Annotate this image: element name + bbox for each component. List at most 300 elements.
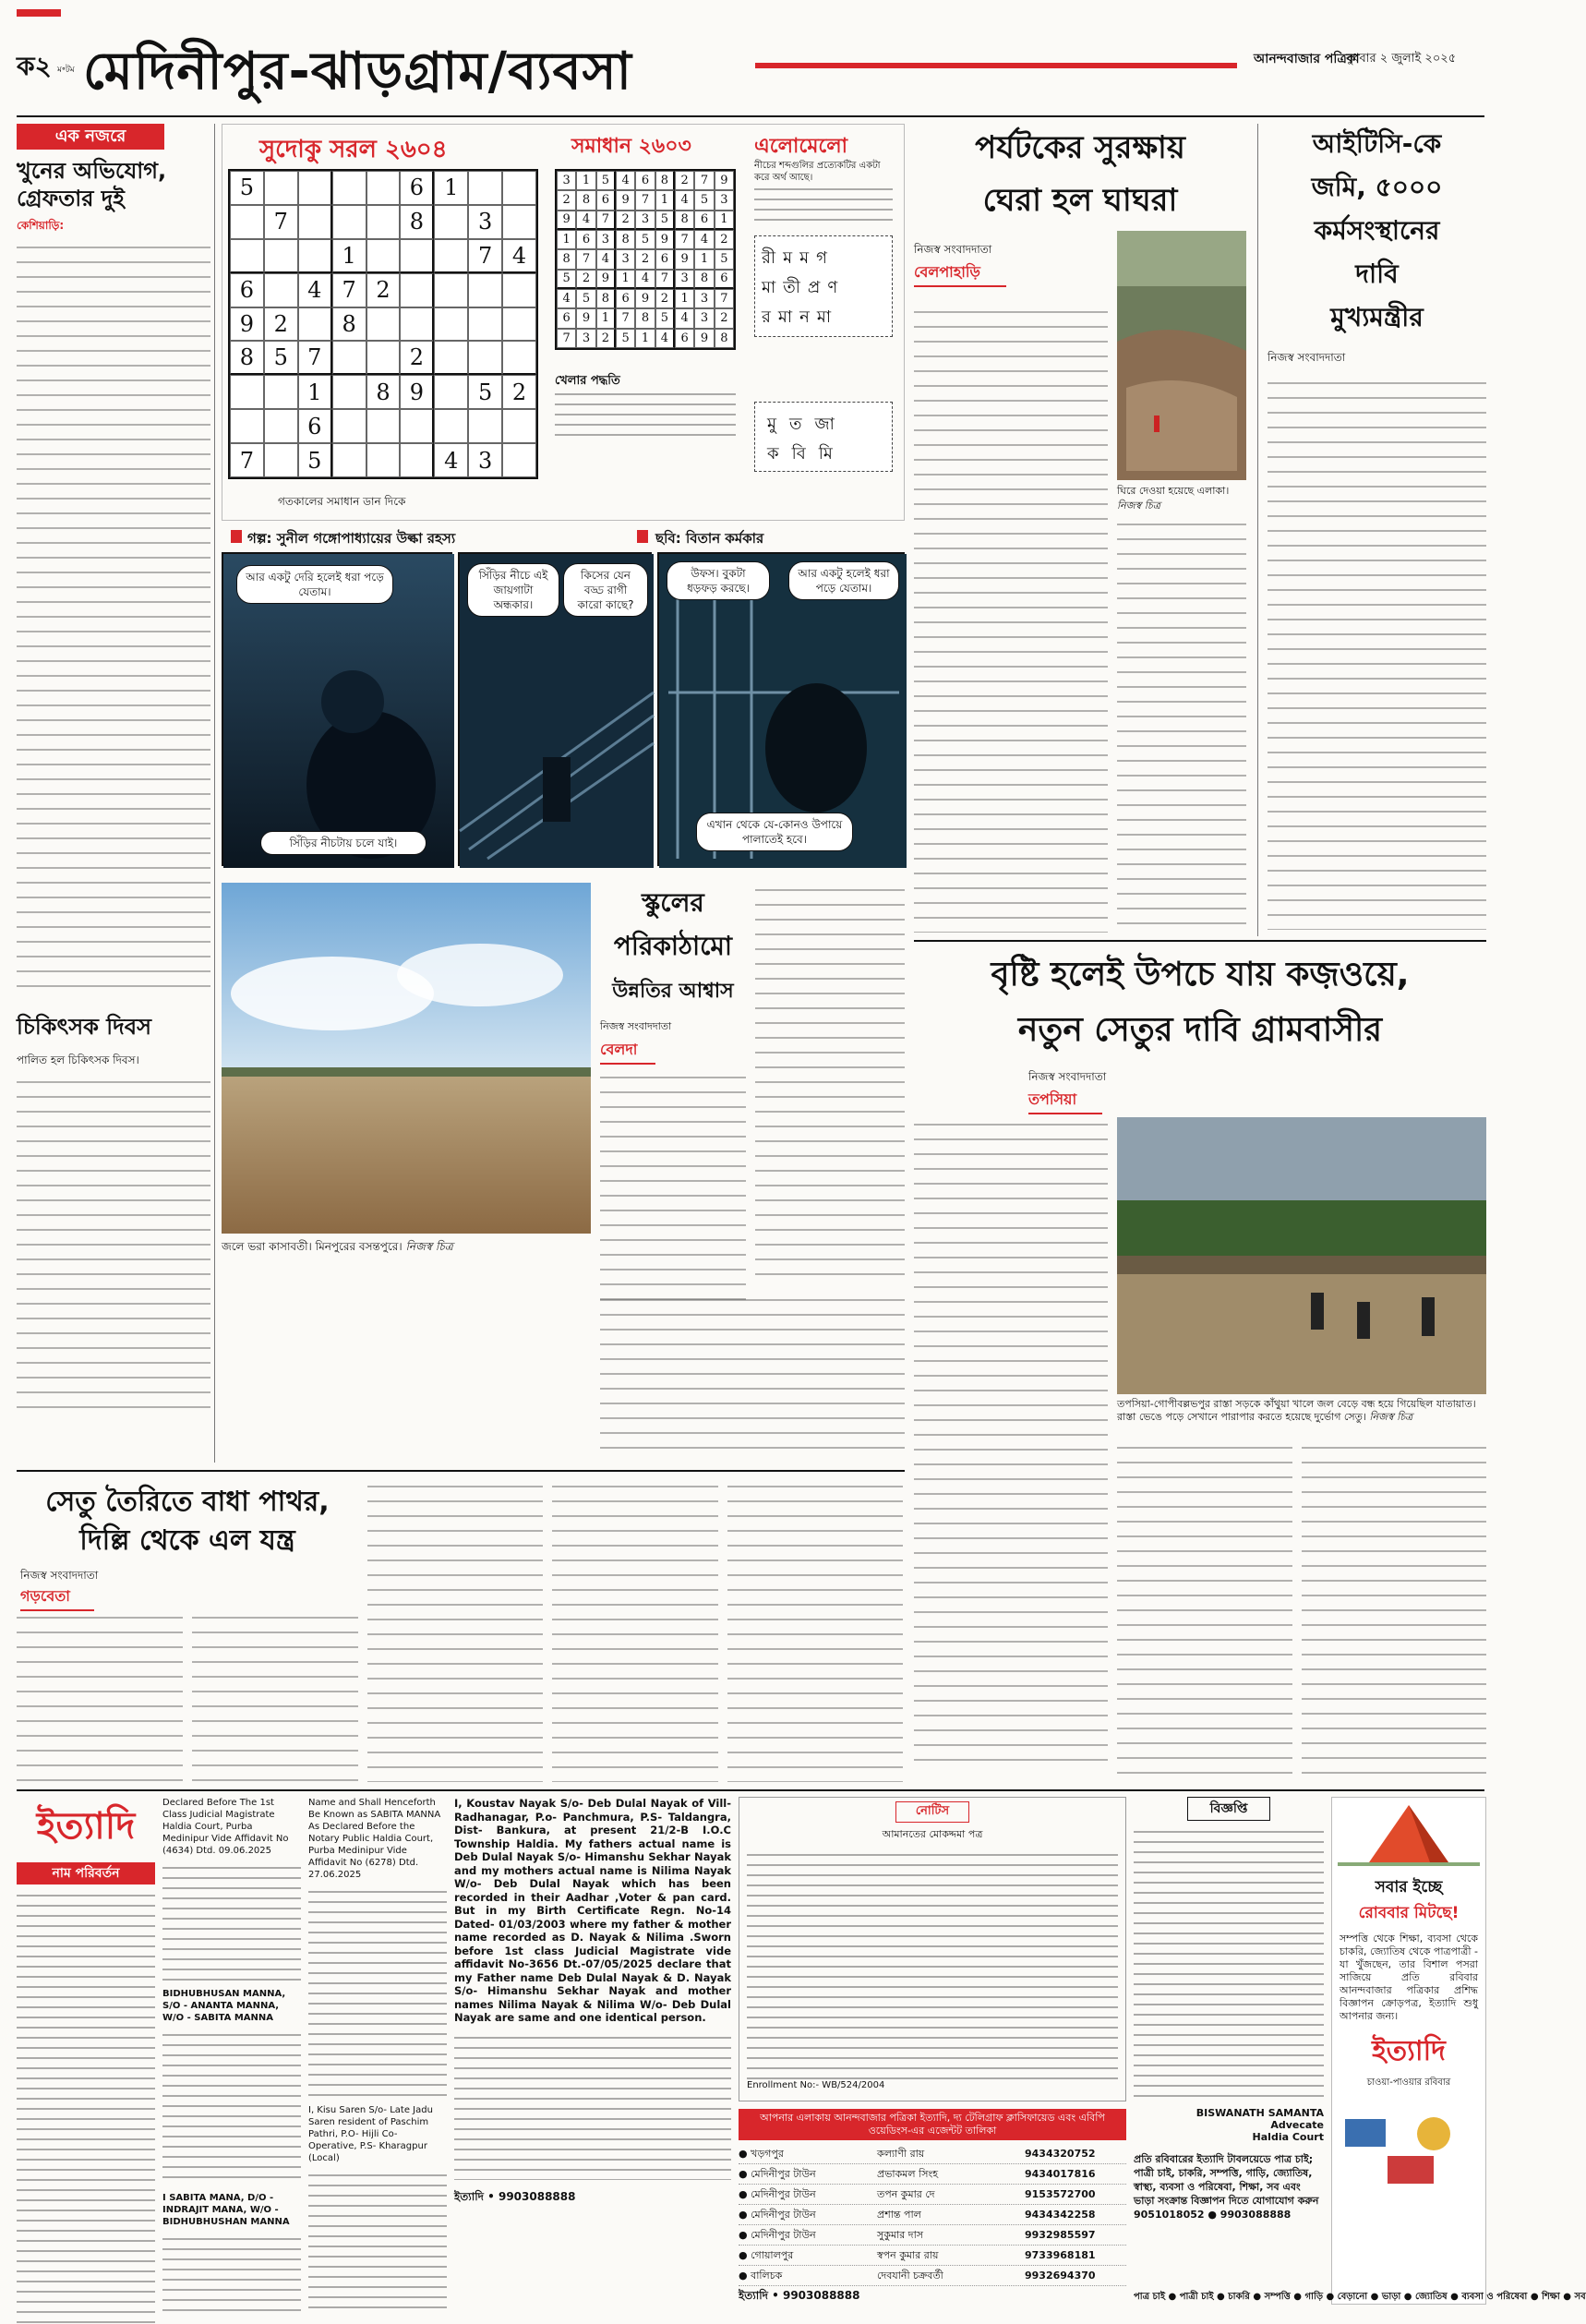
sudoku-cell: 6: [400, 171, 434, 205]
comic-strip: [222, 528, 905, 870]
sudoku-cell: 8: [694, 270, 714, 289]
sudoku-cell: 5: [616, 329, 635, 348]
comic-art: ছবি: বিতান কর্মকার: [655, 530, 764, 547]
sudoku-cell[interactable]: [332, 341, 366, 375]
sudoku-cell: 2: [264, 307, 298, 342]
puzzle-letter: ম: [799, 248, 810, 268]
sudoku-cell: 5: [230, 171, 264, 205]
sudoku-cell[interactable]: [298, 239, 332, 273]
agent-cell: দেবযানী চক্রবর্তী: [877, 2270, 943, 2282]
sudoku-cell[interactable]: [434, 375, 468, 409]
puzzle-letter: ন: [799, 307, 810, 327]
sudoku-cell[interactable]: [298, 171, 332, 205]
notice-title: নোটিস: [895, 1801, 969, 1823]
sudoku-cell: 5: [715, 249, 734, 269]
caption-text: তপসিয়া-গোপীবল্লভপুর রাস্তা সড়কে কাঁথুয়া খালে জল বেড়ে বন্ধ হয়ে গিয়েছিল যাতায়াত। রাস্তা ভেঙে পড়ে সেখানে পারাপার করতে হয়েছে দুর্ভোগ সেতু।: [1117, 1398, 1476, 1423]
sudoku-cell: 7: [576, 249, 595, 269]
agent-cell: ● মেদিনীপুর টাউন: [739, 2188, 816, 2200]
elomelo-row-2: [762, 274, 891, 303]
photo-credit: নিজস্ব চিত্র: [1117, 500, 1160, 512]
sudoku-cell[interactable]: [264, 443, 298, 477]
sudoku-cell[interactable]: [264, 409, 298, 443]
causeway-headline-2: নতুন সেতুর দাবি গ্রামবাসীর: [1017, 1011, 1383, 1049]
sudoku-cell: 3: [616, 249, 635, 269]
sudoku-cell: 3: [596, 230, 616, 249]
paper-name: আনন্দবাজার পত্রিকা: [1254, 52, 1360, 66]
puzzle-letter: মা: [816, 307, 832, 327]
sudoku-cell: 1: [655, 190, 675, 210]
agent-cell: ● মেদিনীপুর টাউন: [739, 2229, 816, 2241]
sudoku-cell: 2: [675, 171, 694, 190]
speech-bubble: সিঁড়ির নীচে এই জায়গাটা অন্ধকার।: [467, 563, 559, 617]
sudoku-cell: 4: [434, 443, 468, 477]
classifieds-col-2: [162, 1797, 301, 2305]
bridge-headline-2: দিল্লি থেকে এল যন্ত্র: [79, 1524, 295, 1557]
sudoku-cell[interactable]: [366, 239, 401, 273]
sudoku-cell[interactable]: [502, 171, 536, 205]
biggyapti-title: বিজ্ঞপ্তি: [1187, 1797, 1270, 1821]
puzzle-letter: তী: [783, 278, 800, 297]
sudoku-cell: 4: [596, 249, 616, 269]
sudoku-cell: 7: [596, 211, 616, 230]
article-body: [1117, 1440, 1292, 1782]
sudoku-cell[interactable]: [298, 307, 332, 342]
sudoku-cell: 8: [616, 230, 635, 249]
puzzle-letter: মা: [762, 278, 776, 297]
causeway-photo-art: [1117, 1117, 1486, 1394]
agent-cell: ● খড়গপুর: [739, 2148, 784, 2160]
sudoku-cell: 7: [557, 329, 576, 348]
school-headline-2: পরিকাঠামো: [613, 931, 733, 961]
classified-text: [162, 2234, 301, 2317]
speech-bubble: উফস। বুকটা ধড়ফড় করছে।: [667, 561, 770, 600]
sudoku-cell: 8: [655, 171, 675, 190]
elomelo-row-1: [762, 245, 891, 273]
sudoku-cell: 7: [616, 308, 635, 328]
sudoku-cell: 2: [576, 270, 595, 289]
classified-text: [162, 1862, 301, 1982]
notice-subtitle: আমানতের মোকদ্দমা পত্র: [882, 1828, 983, 1840]
ghaghra-photo-art: [1117, 231, 1246, 480]
sudoku-cell[interactable]: [230, 205, 264, 239]
biggyapti-text: [1134, 1826, 1324, 2103]
sudoku-cell: 5: [694, 190, 714, 210]
classified-text: [308, 2170, 447, 2308]
byline: নিজস্ব সংবাদদাতা: [914, 243, 992, 256]
puzzle-letter: মা: [777, 307, 793, 327]
sudoku-cell: 3: [715, 190, 734, 210]
promo-tags: পাত্র চাই ● পাত্রী চাই ● চাকরি ● সম্পত্তি ● গাড়ি ● বেড়ানো ● ভাড়া ● জ্যোতিষ ● ব্যবসা ও পরিষেবা ● শিক্ষা ● সব: [1134, 2292, 1586, 2302]
sudoku-cell: 1: [298, 375, 332, 409]
agent-cell: 9434017816: [1025, 2168, 1096, 2180]
school-headline: স্কুলের: [642, 887, 704, 918]
page-number: ক২: [17, 51, 52, 81]
sudoku-cell[interactable]: [298, 205, 332, 239]
sudoku-cell: 4: [635, 270, 655, 289]
puzzle-letter: ণ: [827, 278, 838, 297]
ghaghra-headline-2: ঘেরা হল ঘাঘরা: [982, 182, 1178, 219]
tent-icon: [1332, 1798, 1485, 1872]
ek-nojore-label: এক নজরে: [17, 124, 164, 150]
classifieds-col-4: [454, 1797, 731, 2305]
sudoku-cell: 7: [298, 341, 332, 375]
sudoku-cell: 2: [655, 289, 675, 308]
sudoku-cell[interactable]: [434, 307, 468, 342]
promo-title: সবার ইচ্ছে: [1375, 1878, 1443, 1897]
sudoku-cell[interactable]: [264, 239, 298, 273]
sudoku-cell: 7: [715, 289, 734, 308]
sudoku-cell: 2: [366, 273, 401, 307]
news-headline-3: চিকিৎসক দিবস: [17, 1014, 151, 1040]
sudoku-cell[interactable]: [230, 375, 264, 409]
article-body-2: [17, 1075, 210, 1416]
ghaghra-photo: [1117, 231, 1246, 480]
sudoku-cell: 5: [635, 230, 655, 249]
promo-icons: [1332, 2091, 1485, 2193]
sudoku-cell[interactable]: [264, 273, 298, 307]
sudoku-cell[interactable]: [502, 273, 536, 307]
photo-credit: নিজস্ব চিত্র: [405, 1240, 453, 1253]
sudoku-cell: 4: [502, 239, 536, 273]
promo-body: সম্পত্তি থেকে শিক্ষা, ব্যবসা থেকে চাকরি, জ্যোতিষ থেকে পাত্রপাত্রী - যা খুঁজছেন, তার বিশাল পসরা সাজিয়ে প্রতি রবিবার আনন্দবাজার পত্রিকার প্রশিদ্ধ বিজ্ঞাপন ক্রোড়পত্র, ইত্যাদি শুধু আপনার জন্য।: [1340, 1933, 1478, 2022]
itc-article: [1257, 124, 1486, 936]
puzzle-letter: র: [762, 307, 771, 327]
sudoku-cell: 4: [576, 211, 595, 230]
sudoku-cell: 2: [400, 341, 434, 375]
sudoku-cell: 7: [675, 230, 694, 249]
sudoku-cell: 8: [400, 205, 434, 239]
sudoku-cell[interactable]: [468, 273, 502, 307]
sudoku-cell: 5: [298, 443, 332, 477]
masthead-divider: [17, 115, 1484, 117]
signature-place: Haldia Court: [1252, 2131, 1324, 2143]
solution-title: সমাধান ২৬০৩: [571, 135, 691, 158]
article-body: [914, 305, 1108, 933]
sudoku-cell: 6: [298, 409, 332, 443]
river-photo-art: [222, 883, 591, 1234]
solution-grid: [555, 169, 736, 350]
sudoku-cell: 5: [655, 308, 675, 328]
agent-cell: তপন কুমার দে: [877, 2188, 935, 2200]
sudoku-cell: 1: [675, 289, 694, 308]
comic-panel-3: [657, 552, 905, 866]
sudoku-cell: 7: [655, 270, 675, 289]
article-body: [600, 1293, 905, 1459]
caption-text: জলে ভরা কাসাবতী। মিনপুরের বসন্তপুরে।: [222, 1240, 403, 1253]
sudoku-cell[interactable]: [468, 307, 502, 342]
contact-line: ইত্যাদি • 9903088888: [454, 2189, 576, 2203]
agent-cell: 9932694370: [1025, 2270, 1096, 2282]
sudoku-cell[interactable]: [332, 443, 366, 477]
sudoku-cell[interactable]: [400, 273, 434, 307]
agent-row: [739, 2205, 1126, 2225]
sudoku-cell[interactable]: [400, 307, 434, 342]
comic-story: গল্প: সুনীল গঙ্গোপাধ্যায়ের উল্কা রহস্য: [247, 530, 456, 547]
school-article: [600, 883, 746, 1280]
promo-ad: [1331, 1797, 1486, 2305]
sudoku-cell[interactable]: [434, 273, 468, 307]
agent-cell: 9434342258: [1025, 2209, 1096, 2221]
causeway-headline: বৃষ্টি হলেই উপচে যায় কজ়ওয়ে,: [991, 956, 1410, 993]
puzzle-letter: মু: [767, 415, 776, 434]
sudoku-cell[interactable]: [332, 375, 366, 409]
sudoku-cell: 9: [635, 289, 655, 308]
sudoku-cell[interactable]: [366, 409, 401, 443]
sudoku-cell: 9: [596, 270, 616, 289]
photo-credit: নিজস্ব চিত্র: [1369, 1411, 1413, 1423]
sudoku-cell: 1: [596, 308, 616, 328]
sudoku-cell[interactable]: [434, 341, 468, 375]
sudoku-cell[interactable]: [502, 443, 536, 477]
sudoku-cell[interactable]: [400, 409, 434, 443]
elomelo-row-5: [767, 440, 833, 469]
classified-text: [454, 2032, 731, 2180]
sudoku-cell: 9: [557, 211, 576, 230]
sudoku-cell[interactable]: [400, 239, 434, 273]
sudoku-cell: 4: [616, 171, 635, 190]
sudoku-cell: 8: [366, 375, 401, 409]
sudoku-cell: 7: [694, 171, 714, 190]
sudoku-cell[interactable]: [434, 239, 468, 273]
sudoku-cell[interactable]: [366, 443, 401, 477]
sudoku-cell: 7: [332, 273, 366, 307]
sudoku-cell: 6: [694, 211, 714, 230]
sudoku-cell: 4: [694, 230, 714, 249]
elomelo-lead: নীচের শব্দগুলির প্রত্যেকটির একটা করে অর্থ আছে।: [754, 161, 881, 183]
sudoku-cell: 8: [576, 190, 595, 210]
sudoku-cell[interactable]: [230, 409, 264, 443]
bridge-headline: সেতু তৈরিতে বাধা পাথর,: [45, 1486, 330, 1518]
sudoku-cell: 4: [675, 308, 694, 328]
classified-ad: Name and Shall Henceforth Be Known as SABITA MANNA As Declared Before the Notary Public Haldia Court, Purba Medinipur Vide Affidavit No (6278) Dtd. 27.06.2025: [308, 1798, 441, 1880]
photo-caption: [222, 1239, 591, 1254]
dateline: কেশিয়াড়ি:: [17, 219, 65, 232]
article-body: [727, 1479, 903, 1782]
biggyapti-box: [1134, 1797, 1324, 2305]
classifieds-divider: [17, 1789, 1484, 1791]
sudoku-cell: 8: [230, 341, 264, 375]
rules-title: খেলার পদ্ধতি: [555, 374, 620, 388]
sudoku-cell: 7: [635, 190, 655, 210]
sudoku-cell: 7: [468, 239, 502, 273]
puzzle-letter: ক: [767, 444, 779, 464]
article-body: [367, 1479, 543, 1782]
top-red-bar: [17, 9, 61, 17]
byline: নিজস্ব সংবাদদাতা: [20, 1569, 99, 1582]
sudoku-cell: 3: [576, 329, 595, 348]
sudoku-grid[interactable]: [228, 169, 538, 479]
classified-text: [17, 1890, 155, 2324]
sudoku-cell: 2: [596, 329, 616, 348]
sudoku-cell: 1: [694, 249, 714, 269]
agent-table: [739, 2109, 1126, 2303]
sudoku-cell: 2: [557, 190, 576, 210]
elomelo-row-3: [762, 304, 891, 332]
notice-reg: Enrollment No:- WB/524/2004: [747, 2080, 885, 2090]
photo-caption: [1117, 1398, 1486, 1424]
sudoku-cell: 8: [596, 289, 616, 308]
sudoku-cell: 6: [655, 249, 675, 269]
speech-bubble: আর একটু দেরি হলেই ধরা পড়ে যেতাম।: [236, 565, 393, 604]
sudoku-cell[interactable]: [502, 307, 536, 342]
sudoku-cell: 2: [715, 230, 734, 249]
puzzle-letter: মি: [818, 444, 833, 464]
school-headline-3: উন্নতির আশ্বাস: [612, 980, 734, 1003]
sudoku-cell[interactable]: [366, 171, 401, 205]
sudoku-cell[interactable]: [366, 205, 401, 239]
article-body: [600, 1070, 746, 1310]
classifieds-col-3: [308, 1797, 447, 2305]
sudoku-cell: 4: [298, 273, 332, 307]
sudoku-cell: 2: [635, 249, 655, 269]
biggyapti-footer: প্রতি রবিবারের ইত্যাদি টাবলয়েডে পাত্র চাই; পাত্রী চাই, চাকরি, সম্পত্তি, গাড়ি, জ্যোতিষ, স্বাস্থ্য, ব্যবসা ও পরিষেবা, শিক্ষা, সব এবং ভাড়া সংক্রান্ত বিজ্ঞাপন দিতে যোগাযোগ করুন 9051018052 ● 9903088888: [1134, 2153, 1319, 2221]
sudoku-cell[interactable]: [502, 341, 536, 375]
byline: নিজস্ব সংবাদদাতা: [1268, 351, 1346, 364]
classified-ad: Declared Before The 1st Class Judicial Magistrate Haldia Court, Purba Medinipur Vide Affidavit No (4634) Dtd. 09.06.2025: [162, 1798, 289, 1856]
sudoku-cell[interactable]: [434, 409, 468, 443]
sudoku-cell[interactable]: [468, 171, 502, 205]
agent-row: [739, 2144, 1126, 2164]
sudoku-cell: 8: [675, 211, 694, 230]
sudoku-cell[interactable]: [502, 409, 536, 443]
sudoku-cell: 5: [264, 341, 298, 375]
sudoku-cell: 6: [715, 270, 734, 289]
sudoku-cell: 1: [576, 171, 595, 190]
sudoku-cell: 1: [434, 171, 468, 205]
sudoku-cell: 9: [400, 375, 434, 409]
agent-cell: ● গোয়ালপুর: [739, 2249, 794, 2261]
byline: নিজস্ব সংবাদদাতা: [1028, 1070, 1107, 1083]
sudoku-cell: 9: [230, 307, 264, 342]
sudoku-cell: 1: [635, 329, 655, 348]
agent-cell: সুকুমার দাস: [877, 2229, 924, 2241]
article-body: [192, 1610, 358, 1782]
sudoku-cell[interactable]: [264, 171, 298, 205]
itc-headline-2: জমি, ৫০০০: [1311, 172, 1443, 202]
sudoku-cell[interactable]: [264, 375, 298, 409]
sudoku-cell: 1: [715, 211, 734, 230]
agent-row: [739, 2246, 1126, 2266]
sudoku-cell: 3: [468, 205, 502, 239]
article-body: [552, 1479, 718, 1782]
sudoku-cell[interactable]: [366, 341, 401, 375]
puzzle-letter: ম: [783, 248, 793, 268]
dateline: বেলপাহাড়ি: [914, 260, 1006, 287]
dateline: গড়বেতা: [20, 1584, 94, 1611]
sudoku-cell: 3: [468, 443, 502, 477]
dateline: বেলদা: [600, 1038, 655, 1065]
article-body: [1268, 376, 1486, 930]
sudoku-cell: 1: [557, 230, 576, 249]
name-change-notice: I, Koustav Nayak S/o- Deb Dulal Nayak of Vill- Radhanagar, P.o- Panchmura, P.S- Taldangra, Dist- Bankura, at present 21/2-B I.O.C Township Haldia. My fathers actual name is Deb Dulal Nayak S/o- Himanshu Sekhar Nayak and my mothers actual name is Nilima Nayak W/o- Deb Dulal Nayak which has been recorded in their Aadhar ,Voter & pan card. But in my Birth Certificate Regn. No-14 Dated- 01/03/2003 where my father & mother name recorded as D. Nayak & Nilima .Sworn before 1st class Judicial Magistrate vide affidavit No-3656 Dt.-07/05/2025 declare that my Father name Deb Dulal Nayak & D. Nayak S/o- Himanshu Sekhar Nayak and mother names Nilima Nayak & Nilima W/o- Deb Dulal Nayak are same and one identical person.: [454, 1797, 731, 2024]
elomelo-title: এলোমেলো: [754, 135, 848, 158]
dateline: তপসিয়া: [1028, 1088, 1102, 1114]
sudoku-cell: 5: [557, 270, 576, 289]
agent-row: [739, 2185, 1126, 2205]
sudoku-cell: 3: [675, 270, 694, 289]
puzzle-letter: প্র: [807, 278, 821, 297]
sudoku-cell[interactable]: [502, 205, 536, 239]
classified-ad: I SABITA MANA, D/O - INDRAJIT MANA, W/O - BIDHUBHUSHAN MANNA: [162, 2193, 290, 2227]
sudoku-cell: 6: [576, 230, 595, 249]
classified-text: [308, 1886, 447, 2099]
promo-brand: ইত্যাদি: [1372, 2035, 1446, 2067]
sudoku-cell: 5: [596, 171, 616, 190]
signature-name: BISWANATH SAMANTA: [1196, 2107, 1324, 2119]
sudoku-cell: 3: [694, 308, 714, 328]
sudoku-cell: 9: [715, 171, 734, 190]
article-body: [1302, 1440, 1486, 1782]
comic-panel-1: [222, 552, 452, 866]
agent-cell: প্রশান্ত পাল: [877, 2209, 921, 2221]
ek-nojore-column: [17, 124, 210, 1463]
sudoku-cell[interactable]: [332, 171, 366, 205]
agent-cell: ● মেদিনীপুর টাউন: [739, 2209, 816, 2221]
sudoku-title: সুদোকু সরল ২৬০৪: [259, 136, 448, 163]
sudoku-cell: 4: [557, 289, 576, 308]
sudoku-cell[interactable]: [332, 205, 366, 239]
sudoku-cell[interactable]: [468, 409, 502, 443]
agent-cell: ● মেদিনীপুর টাউন: [739, 2168, 816, 2180]
article-body: [17, 1610, 183, 1782]
bridge-article: [17, 1470, 905, 1784]
itc-headline-3: কর্মসংস্থানের: [1314, 215, 1440, 246]
ghaghra-headline: পর্যটকের সুরক্ষায়: [975, 129, 1185, 166]
sudoku-cell[interactable]: [230, 239, 264, 273]
speech-bubble: সিঁড়ির নীচটায় চলে যাই।: [260, 831, 427, 855]
elomelo-text: [754, 184, 893, 221]
river-photo: [222, 883, 591, 1234]
sudoku-cell[interactable]: [366, 307, 401, 342]
masthead-rule: [755, 63, 1237, 68]
sudoku-cell: 8: [557, 249, 576, 269]
sudoku-cell: 6: [675, 329, 694, 348]
sudoku-cell: 5: [576, 289, 595, 308]
sudoku-cell: 1: [332, 239, 366, 273]
sudoku-cell: 7: [264, 205, 298, 239]
sudoku-cell: 6: [635, 171, 655, 190]
sudoku-cell[interactable]: [468, 341, 502, 375]
sudoku-cell: 2: [616, 211, 635, 230]
agent-row: [739, 2225, 1126, 2246]
sudoku-cell: 8: [715, 329, 734, 348]
elomelo-row-4: [767, 411, 835, 440]
sudoku-cell: 6: [557, 308, 576, 328]
photo-caption: [1117, 484, 1246, 513]
sudoku-cell[interactable]: [400, 443, 434, 477]
news-headline: খুনের অভিযোগ,: [17, 158, 167, 184]
contact-line: ইত্যাদি • 9903088888: [739, 2289, 860, 2302]
agent-cell: ● বালিচক: [739, 2270, 783, 2282]
comic-marker: [231, 530, 242, 543]
article-body: [914, 1117, 1108, 1764]
sudoku-cell[interactable]: [434, 205, 468, 239]
sudoku-cell: 6: [596, 190, 616, 210]
speech-bubble: আর একটু হলেই ধরা পড়ে যেতাম।: [788, 561, 899, 600]
speech-bubble: কিসের যেন বড্ড রাগী কারো কাছে?: [563, 563, 648, 617]
agent-rows: [739, 2144, 1126, 2286]
sudoku-cell: 9: [675, 249, 694, 269]
caption-text: ঘিরে দেওয়া হয়েছে এলাকা।: [1117, 485, 1230, 497]
sudoku-cell[interactable]: [332, 409, 366, 443]
causeway-article: [914, 940, 1486, 1106]
puzzle-letter: বি: [791, 444, 806, 464]
sudoku-footer: গতকালের সমাধান ডান দিকে: [278, 495, 406, 508]
itc-headline-4: দাবি: [1355, 259, 1399, 289]
article-body: [1117, 517, 1246, 933]
sudoku-cell: 3: [635, 211, 655, 230]
sudoku-cell: 9: [616, 190, 635, 210]
